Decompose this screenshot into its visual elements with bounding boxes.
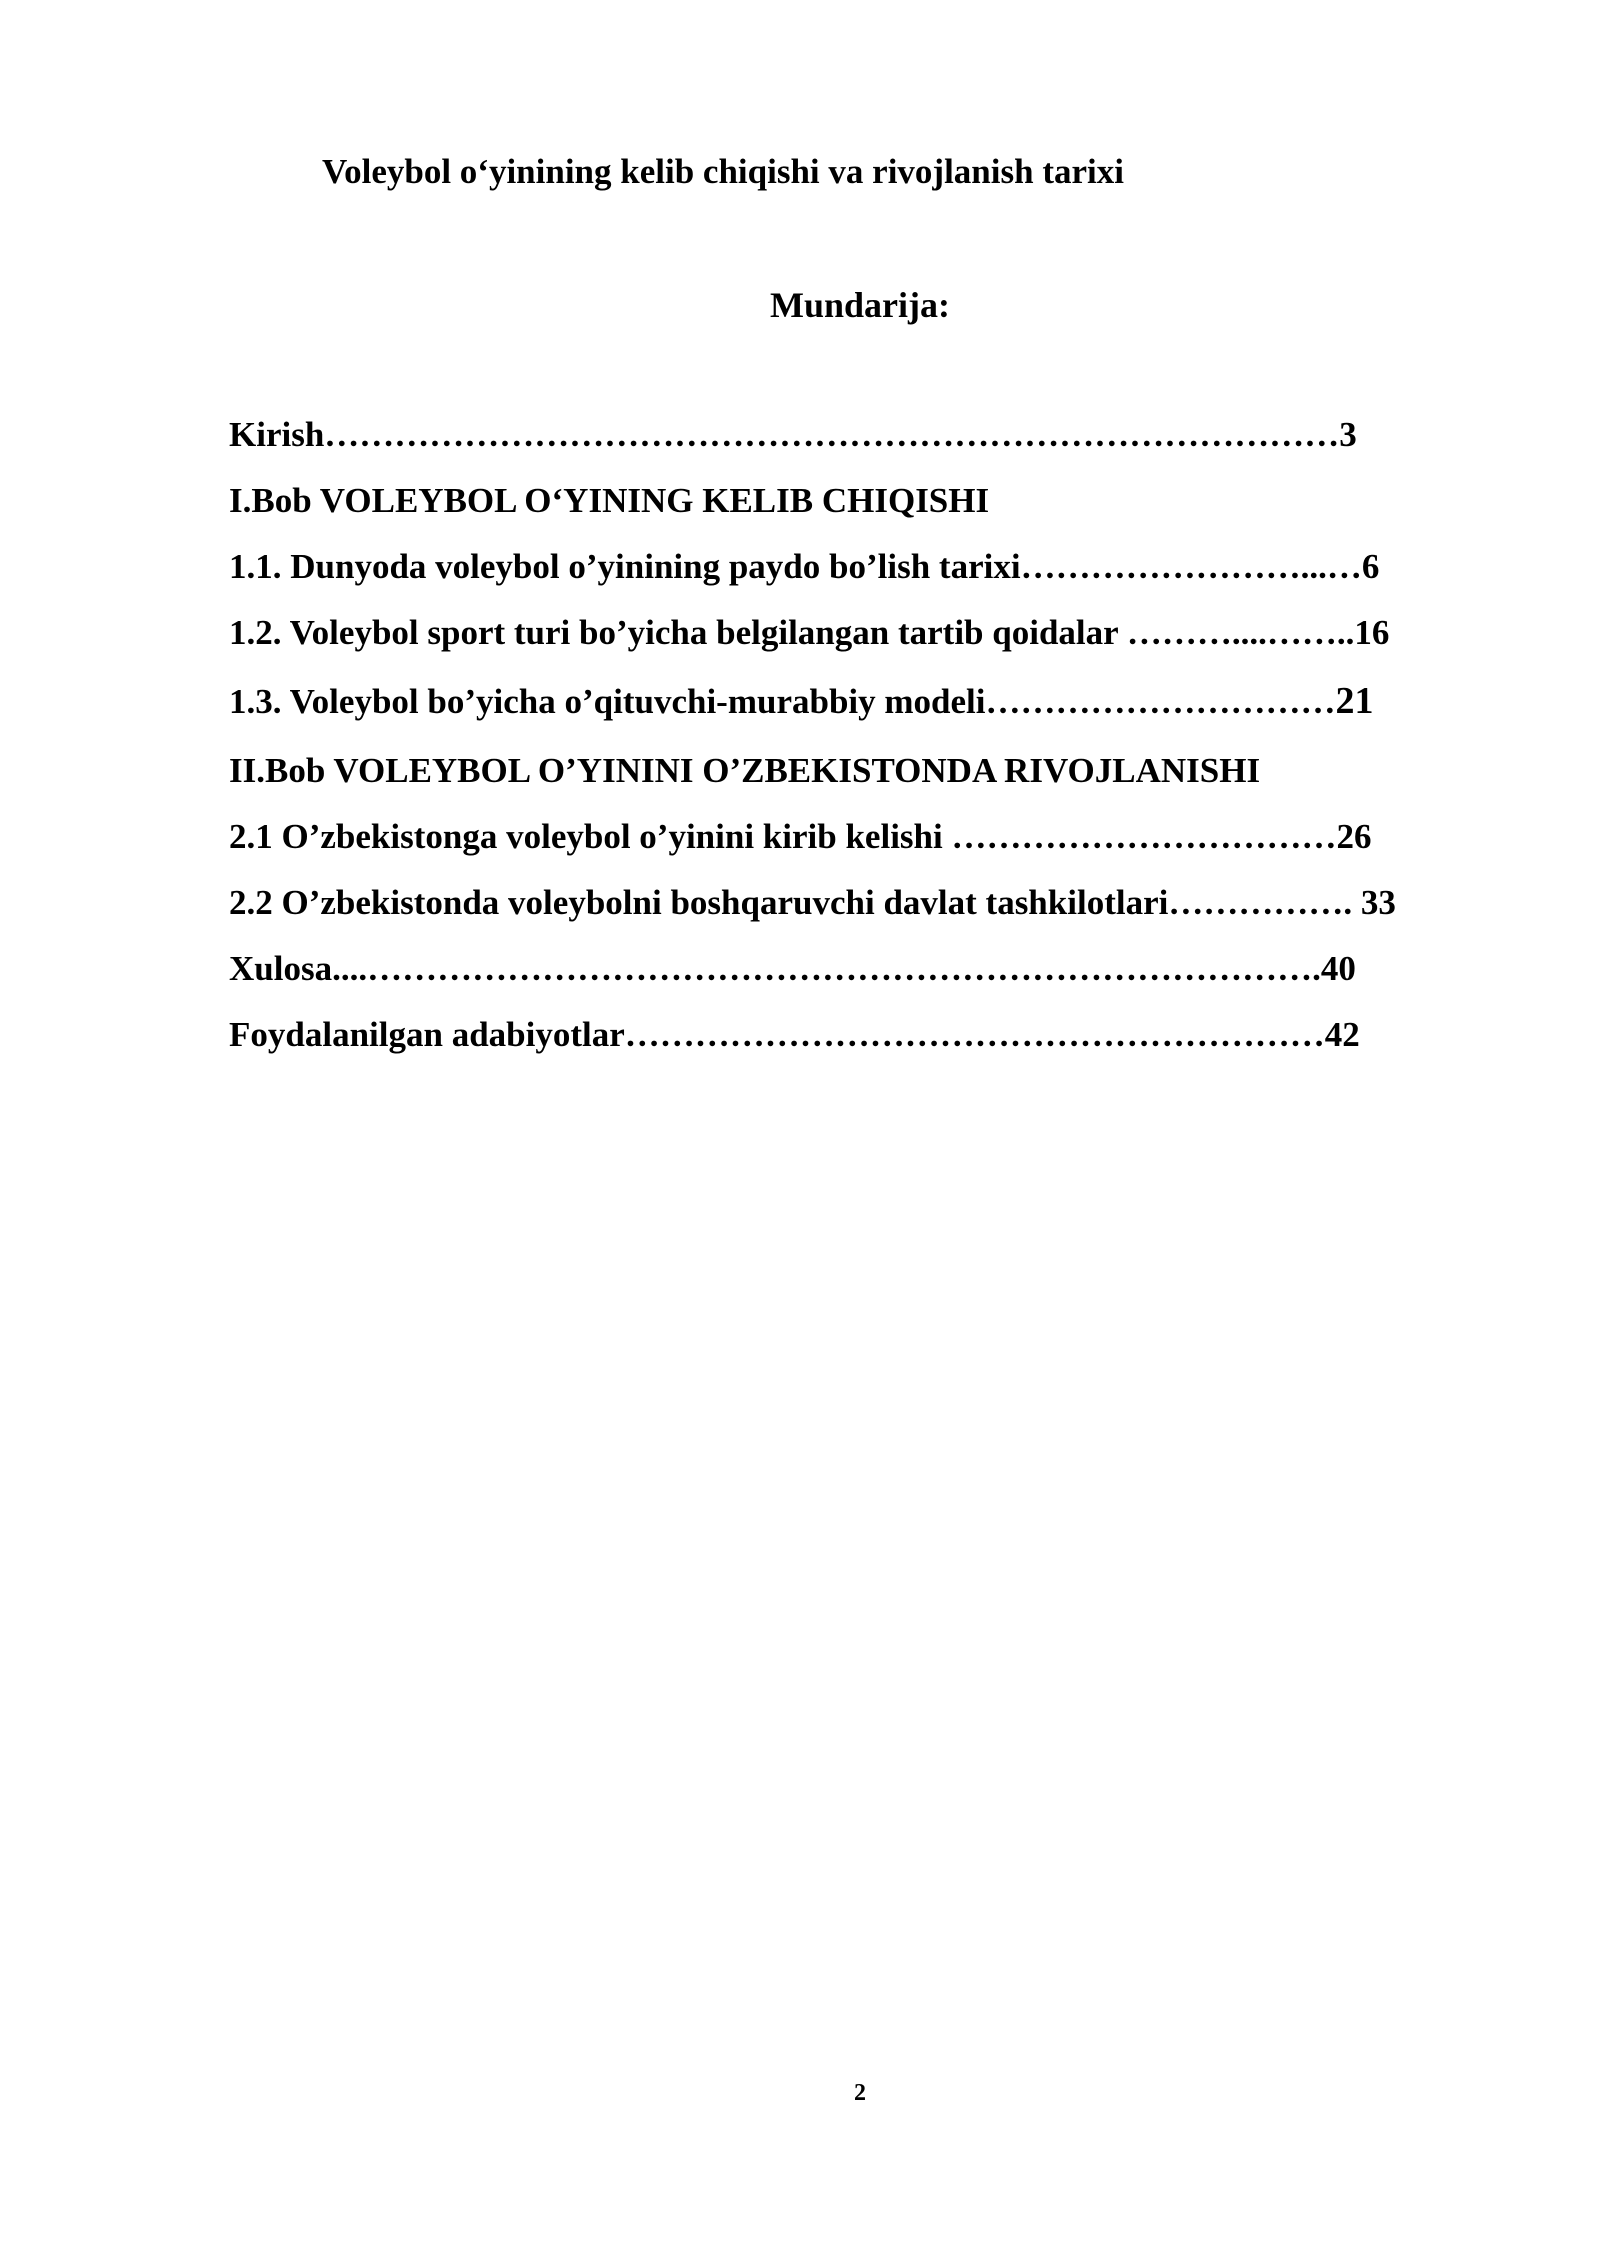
toc-entry-1-2 xyxy=(229,608,1389,658)
toc-entry-leader: …………………………………………………………………………… xyxy=(324,415,1340,454)
toc-entry-label: 2.2 O’zbekistonda voleybolni boshqaruvchi davlat tashkilotlari xyxy=(229,883,1169,922)
toc-entry-label: Foydalanilgan adabiyotlar xyxy=(229,1015,625,1054)
toc-entry-label: Kirish xyxy=(229,415,325,454)
toc-entry-label: II.Bob VOLEYBOL O’YININI O’ZBEKISTONDA RIVOJLANISHI xyxy=(229,751,1261,790)
toc-entry-leader: …………………………………………………… xyxy=(624,1015,1325,1054)
toc-entry-2-2 xyxy=(229,878,1396,928)
toc-entry-leader: ………………………… xyxy=(985,682,1336,721)
toc-entry-page: 6 xyxy=(1361,547,1380,586)
toc-heading: Mundarija: xyxy=(770,285,950,325)
toc-entry-page: 21 xyxy=(1335,680,1374,722)
toc-entry-adabiyotlar xyxy=(229,1010,1360,1060)
page-number: 2 xyxy=(854,2080,866,2106)
toc-entry-page: 16 xyxy=(1354,613,1390,652)
toc-entry-label: 1.3. Voleybol bo’yicha o’qituvchi-murabbiy modeli xyxy=(229,682,986,721)
toc-entry-page: 33 xyxy=(1360,883,1396,922)
toc-entry-page: 3 xyxy=(1339,415,1357,454)
toc-entry-label: I.Bob VOLEYBOL O‘YINING KELIB CHIQISHI xyxy=(229,481,990,520)
toc-entry-leader: ……………………...… xyxy=(1020,547,1362,586)
toc-entry-leader: …………………………… xyxy=(951,817,1337,856)
toc-entry-xulosa xyxy=(229,944,1356,994)
toc-entry-label: 2.1 O’zbekistonga voleybol o’yinini kirib kelishi xyxy=(229,817,952,856)
toc-entry-1-1 xyxy=(229,542,1379,592)
toc-entry-1-3 xyxy=(229,676,1373,726)
toc-entry-page: 26 xyxy=(1336,817,1372,856)
toc-entry-chapter-2 xyxy=(229,746,1260,796)
toc-entry-2-1 xyxy=(229,812,1371,862)
toc-entry-page: 42 xyxy=(1324,1015,1360,1054)
toc-entry-chapter-1 xyxy=(229,476,989,526)
toc-entry-label: 1.2. Voleybol sport turi bo’yicha belgilangan tartib qoidalar xyxy=(229,613,1127,652)
toc-entry-kirish xyxy=(229,410,1357,460)
toc-entry-label: 1.1. Dunyoda voleybol o’yinining paydo bo’lish tarixi xyxy=(229,547,1021,586)
document-title: Voleybol o‘yinining kelib chiqishi va rivojlanish tarixi xyxy=(322,152,1124,191)
toc-entry-leader: ………………………………………………………………………. xyxy=(367,949,1321,988)
toc-entry-leader: ……………. xyxy=(1168,883,1361,922)
toc-entry-page: 40 xyxy=(1320,949,1356,988)
toc-entry-label: Xulosa.... xyxy=(229,949,368,988)
toc-entry-leader: ………....…….. xyxy=(1126,613,1355,652)
